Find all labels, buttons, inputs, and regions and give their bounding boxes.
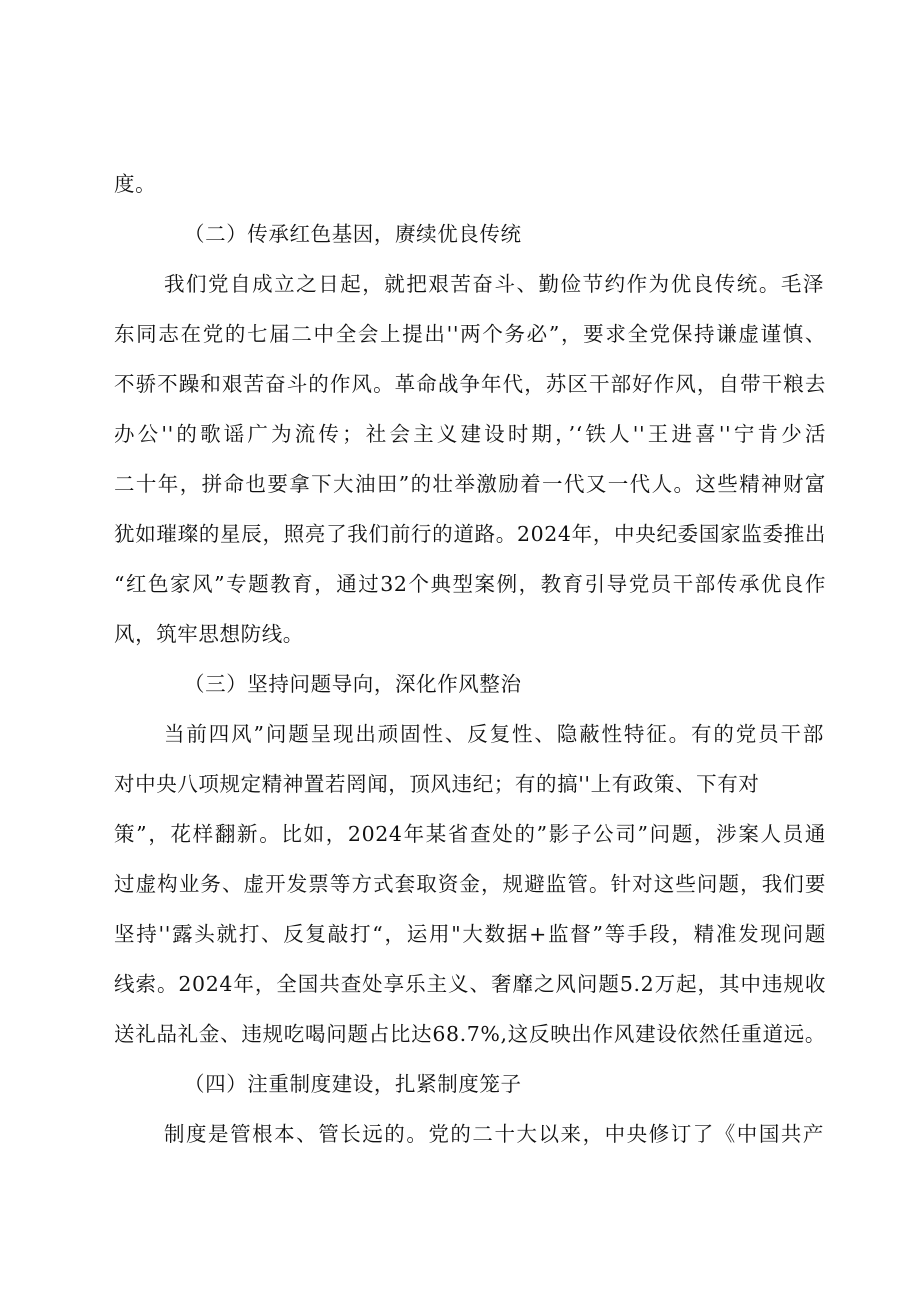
paragraph-line: 二十年，拼命也要拿下大油田”的壮举激励着一代又一代人。这些精神财富: [114, 472, 826, 496]
section-heading: （三）坚持问题导向，深化作风整治: [184, 672, 522, 696]
paragraph-line: 东同志在党的七届二中全会上提出''两个务必”，要求全党保持谦虚谨慎、: [114, 322, 826, 346]
paragraph-line: 办公''的歌谣广为流传；社会主义建设时期，’‘铁人''王进喜''宁肯少活: [114, 422, 826, 446]
paragraph-line: 送礼品礼金、违规吃喝问题占比达68.7%,这反映出作风建设依然任重道远。: [114, 1022, 826, 1046]
paragraph-line: 度。: [114, 172, 157, 196]
paragraph-line: 我们党自成立之日起，就把艰苦奋斗、勤俭节约作为优良传统。毛泽: [164, 272, 824, 296]
paragraph-line: 策”，花样翻新。比如，2024年某省查处的”影子公司”问题，涉案人员通: [114, 822, 826, 846]
section-heading: （四）注重制度建设，扎紧制度笼子: [184, 1072, 522, 1096]
paragraph-line: 坚持''露头就打、反复敲打“，运用"大数据+监督”等手段，精准发现问题: [114, 922, 826, 946]
paragraph-line: “红色家风”专题教育，通过32个典型案例，教育引导党员干部传承优良作: [114, 572, 826, 596]
paragraph-line: 线索。2024年，全国共查处享乐主义、奢靡之风问题5.2万起，其中违规收: [114, 972, 826, 996]
paragraph-line: 当前四风”问题呈现出顽固性、反复性、隐蔽性特征。有的党员干部: [164, 722, 824, 746]
section-heading: （二）传承红色基因，赓续优良传统: [184, 222, 522, 246]
paragraph-line: 犹如璀璨的星辰，照亮了我们前行的道路。2024年，中央纪委国家监委推出: [114, 522, 826, 546]
paragraph-line: 风，筑牢思想防线。: [114, 622, 304, 646]
paragraph-line: 制度是管根本、管长远的。党的二十大以来，中央修订了《中国共产: [164, 1122, 824, 1146]
paragraph-line: 过虚构业务、虚开发票等方式套取资金，规避监管。针对这些问题，我们要: [114, 872, 826, 896]
paragraph-line: 对中央八项规定精神置若罔闻，顶风违纪；有的搞''上有政策、下有对: [114, 772, 760, 796]
paragraph-line: 不骄不躁和艰苦奋斗的作风。革命战争年代，苏区干部好作风，自带干粮去: [114, 372, 826, 396]
